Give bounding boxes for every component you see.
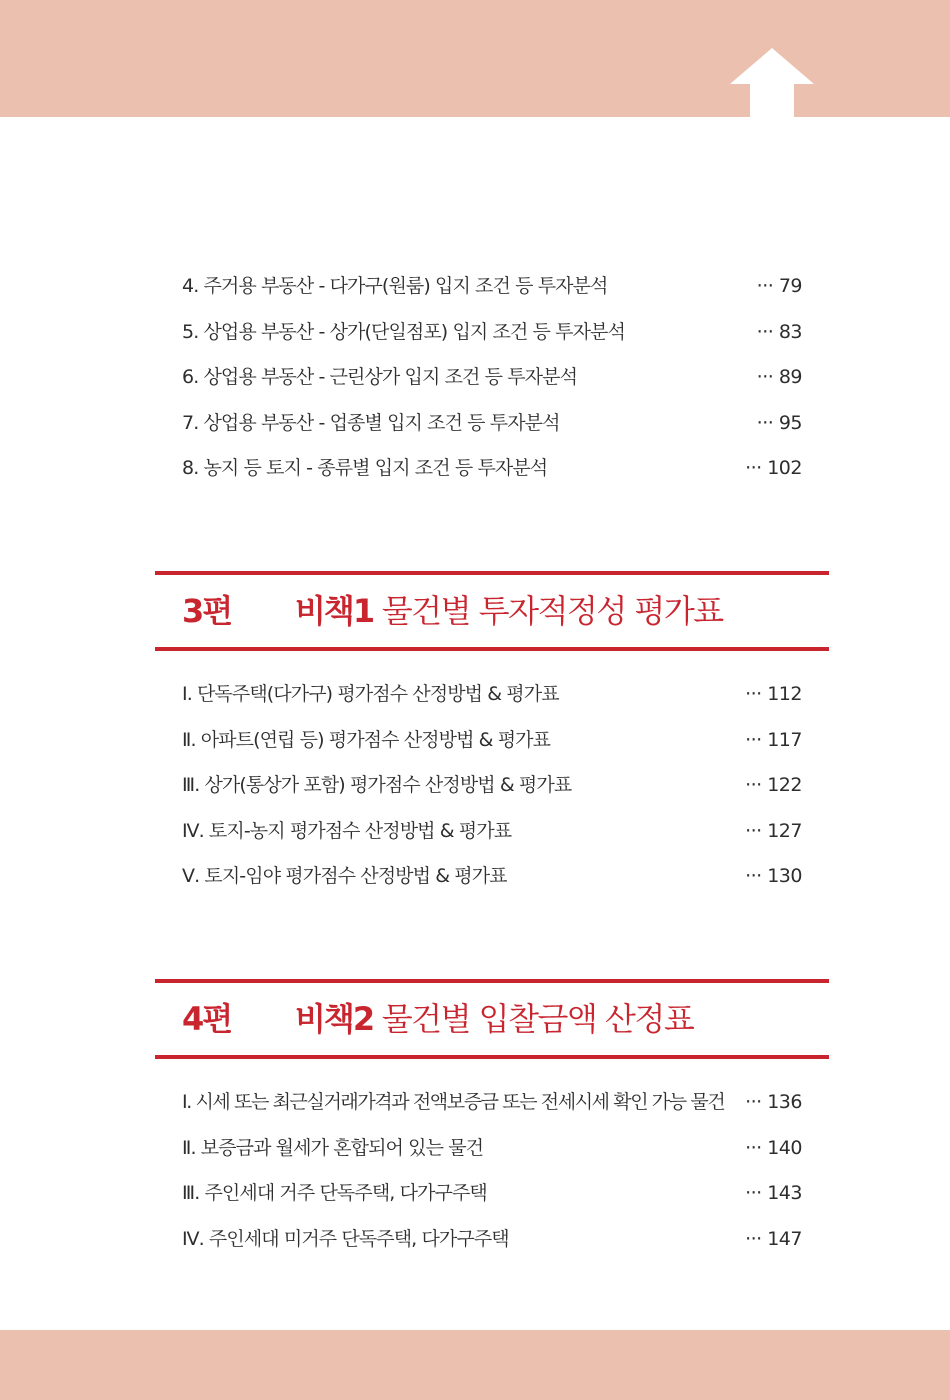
toc-list-part2 xyxy=(182,273,802,501)
toc-item[interactable] xyxy=(182,772,802,818)
toc-item[interactable] xyxy=(182,863,802,909)
toc-item-title: 5. 상업용 부동산 - 상가(단일점포) 입지 조건 등 투자분석 xyxy=(182,320,625,343)
part3-title-rest: 물건별 투자적정성 평가표 xyxy=(373,592,723,630)
toc-item-page: ··· 140 xyxy=(745,1136,802,1159)
toc-item[interactable] xyxy=(182,681,802,727)
toc-item-title: 7. 상업용 부동산 - 업종별 입지 조건 등 투자분석 xyxy=(182,411,560,434)
part4-header xyxy=(155,979,829,1059)
toc-item-title: Ⅳ. 주인세대 미거주 단독주택, 다가구주택 xyxy=(182,1227,509,1250)
toc-item-title: Ⅱ. 아파트(연립 등) 평가점수 산정방법 & 평가표 xyxy=(182,728,551,751)
toc-item-title: Ⅲ. 주인세대 거주 단독주택, 다가구주택 xyxy=(182,1182,487,1204)
toc-item-title: Ⅲ. 상가(통상가 포함) 평가점수 산정방법 & 평가표 xyxy=(182,774,572,796)
toc-item[interactable] xyxy=(182,1180,802,1226)
toc-item-page: ··· 102 xyxy=(745,457,802,479)
toc-item[interactable] xyxy=(182,1135,802,1181)
toc-item-page: ··· 130 xyxy=(745,865,802,887)
part4-title xyxy=(295,997,693,1041)
toc-item-page: ··· 89 xyxy=(756,366,802,388)
toc-item-title: Ⅰ. 단독주택(다가구) 평가점수 산정방법 & 평가표 xyxy=(182,683,559,705)
toc-item-page: ··· 83 xyxy=(756,320,802,343)
toc-item-title: 4. 주거용 부동산 - 다가구(원룸) 입지 조건 등 투자분석 xyxy=(182,275,608,297)
part3-title-bold: 비책1 xyxy=(295,592,374,630)
toc-item[interactable] xyxy=(182,1226,802,1272)
toc-item-title: 6. 상업용 부동산 - 근린상가 입지 조건 등 투자분석 xyxy=(182,366,578,388)
toc-item-title: 8. 농지 등 토지 - 종류별 입지 조건 등 투자분석 xyxy=(182,457,548,479)
house-arrow-icon[interactable] xyxy=(730,48,814,120)
toc-item-page: ··· 112 xyxy=(745,683,802,705)
toc-item[interactable] xyxy=(182,273,802,319)
toc-item-page: ··· 122 xyxy=(745,774,802,796)
toc-item-title: Ⅱ. 보증금과 월세가 혼합되어 있는 물건 xyxy=(182,1136,484,1159)
part4-title-rest: 물건별 입찰금액 산정표 xyxy=(373,1000,694,1038)
toc-item-page: ··· 127 xyxy=(745,819,802,842)
toc-item-title: Ⅴ. 토지-임야 평가점수 산정방법 & 평가표 xyxy=(182,865,507,887)
part4-title-bold: 비책2 xyxy=(295,1000,374,1038)
part3-number: 3편 xyxy=(182,592,232,630)
toc-item-page: ··· 147 xyxy=(745,1227,802,1250)
toc-list-part3 xyxy=(182,681,802,909)
toc-item-page: ··· 95 xyxy=(756,411,802,434)
toc-item-title: Ⅰ. 시세 또는 최근실거래가격과 전액보증금 또는 전세시세 확인 가능 물건 xyxy=(182,1091,725,1113)
part3-header xyxy=(155,571,829,651)
toc-item[interactable] xyxy=(182,410,802,456)
toc-item[interactable] xyxy=(182,727,802,773)
toc-item-page: ··· 143 xyxy=(745,1182,802,1204)
toc-item-page: ··· 79 xyxy=(756,275,802,297)
toc-item-page: ··· 117 xyxy=(745,728,802,751)
toc-item[interactable] xyxy=(182,364,802,410)
toc-item-title: Ⅳ. 토지-농지 평가점수 산정방법 & 평가표 xyxy=(182,819,512,842)
toc-item[interactable] xyxy=(182,1089,802,1135)
toc-item[interactable] xyxy=(182,455,802,501)
toc-item[interactable] xyxy=(182,818,802,864)
bottom-band xyxy=(0,1330,950,1400)
part4-number: 4편 xyxy=(182,1000,232,1038)
toc-item[interactable] xyxy=(182,319,802,365)
toc-item-page: ··· 136 xyxy=(745,1091,802,1113)
part3-title xyxy=(295,589,723,633)
toc-list-part4 xyxy=(182,1089,802,1271)
